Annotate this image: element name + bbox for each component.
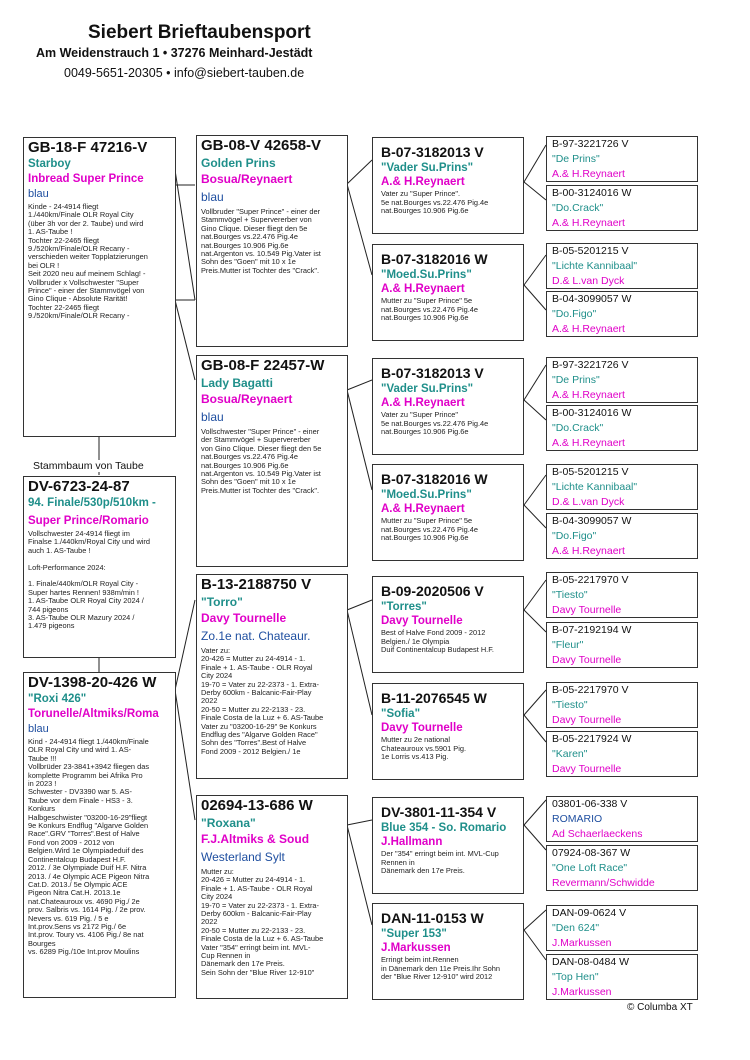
ring-number: GB-08-V 42658-V — [201, 137, 322, 154]
pigeon-color: blau — [201, 410, 224, 424]
great-grandparent-card — [546, 136, 698, 182]
subject-pigeon-card — [23, 137, 176, 437]
grandparent-card — [372, 576, 524, 673]
pigeon-notes: Vollbruder "Super Prince" - einer der Stammvögel + Supervererber von Gino Clique. Dieser fliegt den 5e nat.Bourges vs.22.476 Pig.4e nat.Bourges 10.906 Pig.6e nat.Argenton vs. 10.549 Pig.Vater ist Sohn des "Goen" mit 10 x 1e Preis.Mutter ist Tochter des "Crack". — [201, 207, 321, 275]
copyright-footer: © Columba XT — [627, 1002, 693, 1013]
ring-number: B-07-3182013 V — [381, 144, 484, 160]
ring-number: B-00-3124016 W — [552, 187, 632, 199]
pigeon-breeder: F.J.Altmiks & Soud — [201, 832, 310, 846]
ring-number: GB-18-F 47216-V — [28, 139, 148, 156]
pigeon-name: "Tiesto" — [552, 699, 588, 711]
ring-number: B-07-2192194 W — [552, 624, 632, 636]
pigeon-notes: Kinde - 24-4914 fliegt 1./440km/Finale OLR Royal City (über 3h vor der 2. Taube) und wird 1. AS-Taube ! Tochter 22-2465 fliegt 9./520km/Finale/OLR Recany - verschieden weiter Topplatzierungen bei OLR ! Seit 2020 neu auf meinem Schlag! - Vollbruder x Vollschwester "Super Prince" - einer der Stammvögel von Gino Clique - Absolute Rarität! Tochter 22-2465 fliegt 9./520km/Finale/OLR Recany - — [28, 202, 148, 321]
pigeon-notes: Best of Halve Fond 2009 - 2012 Belgien./ 1e Olympia Duif Continentalcup Budapest H.F. — [381, 628, 494, 655]
pigeon-name: "Vader Su.Prins" — [381, 162, 474, 174]
ring-number: B-97-3221726 V — [552, 138, 629, 150]
pigeon-breeder: Davy Tournelle — [201, 611, 287, 625]
address: Am Weidenstrauch 1 • 37276 Meinhard-Jestädt — [36, 46, 313, 60]
ring-number: B-05-2217970 V — [552, 574, 629, 586]
grandparent-card — [372, 903, 524, 1000]
ring-number: B-97-3221726 V — [552, 359, 629, 371]
pigeon-notes: Kind - 24-4914 fliegt 1./440km/Finale OLR Royal City und wird 1. AS- Taube !!! Vollbrüder 23-3841+3942 fliegen das komplette Programm bei Afrika Pro in 2023 ! Schwester - DV3390 war 5. AS- Taube vor dem Finale - HS3 - 3. Konkurs Halbgeschwister "03200-16-29"fliegt 9e Konkurs Endflug "Algarve Golden Race".GRV "Torres".Best of Halve Fond von 2009 - 2012 von Belgien.Wird 1e Olympiadeduif des Continentalcup Budapest H.F. 2012. / 3e Olympiade Duif H.F. Nitra 2013. / 4e Olympic ACE Pigeon Nitra Cat.D. 2013./ 5e Olympic ACE Pigeon Nitra Cat.H. 2013.1e nat.Chateauroux vs. 4690 Pig./ 2e prov. Salbris vs. 1614 Pig. / 2e prov. Nevers vs. 619 Pig. / 5 e Int.prov.Sens vs 2172 Pig./ 6e Int.prov. Toury vs. 4106 Pig./ 8e nat Bourges vs. 6289 Pig./10e Int.prov Moulins — [28, 737, 150, 957]
sire-card — [196, 135, 348, 347]
grandparent-card — [372, 244, 524, 341]
ring-number: DV-3801-11-354 V — [381, 804, 497, 820]
pigeon-color: blau — [201, 190, 224, 204]
great-grandparent-card — [546, 357, 698, 403]
ring-number: B-05-2217970 V — [552, 684, 629, 696]
pigeon-breeder: D.& L.van Dyck — [552, 496, 625, 508]
pigeon-breeder: Bosua/Reynaert — [201, 172, 293, 186]
pigeon-name: "De Prins" — [552, 374, 600, 386]
pigeon-name: "Lichte Kannibaal" — [552, 260, 638, 272]
ring-number: B-00-3124016 W — [552, 407, 632, 419]
ring-number: DAN-08-0484 W — [552, 956, 630, 968]
pigeon-breeder: Ad Schaerlaeckens — [552, 828, 643, 840]
pigeon-name: "Do.Crack" — [552, 422, 604, 434]
pigeon-breeder: A.& H.Reynaert — [552, 389, 625, 401]
pigeon-breeder: J.Markussen — [552, 986, 612, 998]
pigeon-name: "Super 153" — [381, 928, 447, 940]
pigeon-name: "Roxana" — [201, 816, 256, 830]
pigeon-name: "Do.Figo" — [552, 530, 597, 542]
grandparent-card — [372, 464, 524, 561]
grandparent-card — [372, 797, 524, 894]
pigeon-notes: Mutter zu 2e national Chateauroux vs.5901 Pig. 1e Lorris vs.413 Pig. — [381, 735, 467, 762]
great-grandparent-card — [546, 682, 698, 728]
great-grandparent-card — [546, 622, 698, 668]
great-grandparent-card — [546, 796, 698, 842]
pigeon-breeder: A.& H.Reynaert — [381, 397, 465, 409]
pigeon-name: "Fleur" — [552, 639, 584, 651]
pigeon-breeder: A.& H.Reynaert — [552, 217, 625, 229]
pigeon-breeder: Bosua/Reynaert — [201, 392, 293, 406]
pigeon-notes: Erringt beim int.Rennen in Dänemark den 11e Preis.Ihr Sohn der "Blue River 12-910" wird 2012 — [381, 955, 501, 982]
great-grandparent-card — [546, 905, 698, 951]
page-title: Siebert Brieftaubensport — [88, 22, 311, 43]
pigeon-breeder: A.& H.Reynaert — [381, 176, 465, 188]
pigeon-name: "Sofia" — [381, 708, 421, 720]
grandparent-card — [372, 683, 524, 780]
grandparent-card — [372, 137, 524, 234]
pigeon-name: "Moed.Su.Prins" — [381, 489, 472, 501]
ring-number: 03801-06-338 V — [552, 798, 628, 810]
pigeon-name: "Karen" — [552, 748, 588, 760]
pigeon-breeder: D.& L.van Dyck — [552, 275, 625, 287]
pigeon-name: "Do.Crack" — [552, 202, 604, 214]
pigeon-name: ROMARIO — [552, 813, 603, 825]
ring-number: B-04-3099057 W — [552, 515, 632, 527]
ring-number: GB-08-F 22457-W — [201, 357, 325, 374]
pigeon-name: "Vader Su.Prins" — [381, 383, 474, 395]
pigeon-name: "Den 624" — [552, 922, 600, 934]
pigeon-notes: Mutter zu: 20-426 = Mutter zu 24-4914 - 1. Finale + 1. AS-Taube - OLR Royal City 2024 19-70 = Vater zu 22-2373 - 1. Extra- Derby 600km - Balcanic-Fair-Play 2022 20-50 = Mutter zu 22-2133 - 23. Finale Costa de la Luz + 6. AS-Taube Vater "354" erringt beim int. MVL- Cup Rennen in Dänemark den 17e Preis. Sein Sohn der "Blue River 12-910" — [201, 867, 324, 977]
contact-line: 0049-5651-20305 • info@siebert-tauben.de — [64, 66, 305, 80]
great-grandparent-card — [546, 731, 698, 777]
pigeon-breeder: Davy Tournelle — [552, 714, 622, 726]
pigeon-breeder: A.& H.Reynaert — [552, 323, 625, 335]
pigeon-breeder: Revermann/Schwidde — [552, 877, 655, 889]
ring-number: B-05-5201215 V — [552, 245, 629, 257]
pigeon-name: Lady Bagatti — [201, 376, 274, 390]
pigeon-name: Starboy — [28, 158, 71, 170]
sibling-card — [23, 672, 176, 998]
ring-number: 02694-13-686 W — [201, 797, 313, 814]
great-grandparent-card — [546, 845, 698, 891]
pigeon-name: "Tiesto" — [552, 589, 588, 601]
pigeon-breeder: Inbread Super Prince — [28, 173, 144, 185]
great-grandparent-card — [546, 572, 698, 618]
pigeon-notes: Vollschwester 24-4914 fliegt im Finalse 1./440km/Royal City und wird auch 1. AS-Taube ! Loft-Performance 2024: 1. Finale/440km/OLR Royal City - Super hartes Rennen! 938m/min ! 1. AS-Taube OLR Royal City 2024 / 744 pigeons 3. AS-Taube OLR Mazury 2024 / 1.479 pigeons — [28, 529, 150, 631]
pigeon-name: "Do.Figo" — [552, 308, 597, 320]
pigeon-color: blau — [28, 723, 49, 735]
pigeon-breeder: Super Prince/Romario — [28, 515, 149, 527]
sire2-card — [196, 574, 348, 779]
ring-number: B-07-3182016 W — [381, 471, 488, 487]
sibling-card — [23, 476, 176, 658]
pigeon-name: "Torro" — [201, 595, 243, 609]
pigeon-name: "De Prins" — [552, 153, 600, 165]
great-grandparent-card — [546, 464, 698, 510]
pigeon-breeder: A.& H.Reynaert — [552, 168, 625, 180]
pigeon-name: "Torres" — [381, 601, 427, 613]
great-grandparent-card — [546, 954, 698, 1000]
ring-number: B-09-2020506 V — [381, 583, 484, 599]
ring-number: B-07-3182016 W — [381, 251, 488, 267]
pigeon-breeder: Davy Tournelle — [552, 654, 622, 666]
pigeon-breeder: J.Hallmann — [381, 836, 443, 848]
ring-number: 07924-08-367 W — [552, 847, 631, 859]
pedigree-caption: Stammbaum von Taube — [30, 460, 147, 472]
pigeon-notes: Der "354" erringt beim int. MVL-Cup Rennen in Dänemark den 17e Preis. — [381, 849, 499, 876]
dam2-card — [196, 795, 348, 999]
pigeon-breeder: Torunelle/Altmiks/Roma — [28, 708, 159, 720]
pigeon-notes: Vollschwester "Super Prince" - einer der Stammvögel + Supervererber von Gino Clique. Dieser fliegt den 5e nat.Bourges vs.22.476 Pig.4e nat.Bourges 10.906 Pig.6e nat.Argenton vs. 10.549 Pig.Vater ist Sohn des "Goen" mit 10 x 1e Preis.Mutter ist Tochter des "Crack". — [201, 427, 322, 495]
pigeon-notes: Mutter zu "Super Prince" 5e nat.Bourges vs.22.476 Pig.4e nat.Bourges 10.906 Pig.6e — [381, 296, 478, 323]
ring-number: B-13-2188750 V — [201, 576, 312, 593]
pigeon-breeder: Davy Tournelle — [381, 615, 463, 627]
pigeon-breeder: Davy Tournelle — [552, 604, 622, 616]
great-grandparent-card — [546, 243, 698, 289]
pigeon-notes: Vater zu: 20-426 = Mutter zu 24-4914 - 1. Finale + 1. AS-Taube - OLR Royal City 2024 19-70 = Vater zu 22-2373 - 1. Extra- Derby 600km - Balcanic-Fair-Play 2022 20-50 = Mutter zu 22-2133 - 23. Finale Costa de la Luz + 6. AS-Taube Vater zu "03200-16-29" 9e Konkurs Endflug des "Algarve Golden Race" Sohn des "Torres".Best of Halve Fond 2009 - 2012 Belgien./ 1e — [201, 646, 324, 756]
pigeon-notes: Vater zu "Super Prince". 5e nat.Bourges vs.22.476 Pig.4e nat.Bourges 10.906 Pig.6e — [381, 189, 489, 216]
pigeon-breeder: A.& H.Reynaert — [552, 437, 625, 449]
pigeon-breeder: Davy Tournelle — [381, 722, 463, 734]
ring-number: B-11-2076545 W — [381, 690, 487, 706]
pigeon-breeder: J.Markussen — [381, 942, 451, 954]
grandparent-card — [372, 358, 524, 455]
great-grandparent-card — [546, 185, 698, 231]
pigeon-name: "Moed.Su.Prins" — [381, 269, 472, 281]
pigeon-name: "Lichte Kannibaal" — [552, 481, 638, 493]
ring-number: B-05-2217924 W — [552, 733, 632, 745]
pigeon-name: "Roxi 426" — [28, 693, 87, 705]
ring-number: B-07-3182013 V — [381, 365, 484, 381]
pigeon-color: Zo.1e nat. Chateaur. — [201, 629, 311, 643]
pigeon-breeder: J.Markussen — [552, 937, 612, 949]
pigeon-breeder: A.& H.Reynaert — [381, 283, 465, 295]
ring-number: DV-6723-24-87 — [28, 478, 130, 495]
pigeon-name: "One Loft Race" — [552, 862, 628, 874]
pigeon-name: Golden Prins — [201, 156, 276, 170]
great-grandparent-card — [546, 291, 698, 337]
ring-number: DV-1398-20-426 W — [28, 674, 157, 691]
ring-number: B-04-3099057 W — [552, 293, 632, 305]
pigeon-color: Westerland Sylt — [201, 850, 285, 864]
pigeon-name: 94. Finale/530p/510km - — [28, 497, 156, 509]
great-grandparent-card — [546, 513, 698, 559]
pigeon-color: blau — [28, 188, 49, 200]
dam-card — [196, 355, 348, 567]
pigeon-breeder: A.& H.Reynaert — [381, 503, 465, 515]
great-grandparent-card — [546, 405, 698, 451]
pigeon-breeder: A.& H.Reynaert — [552, 545, 625, 557]
ring-number: DAN-09-0624 V — [552, 907, 627, 919]
pigeon-name: Blue 354 - So. Romario — [381, 822, 507, 834]
pigeon-notes: Mutter zu "Super Prince" 5e nat.Bourges vs.22.476 Pig.4e nat.Bourges 10.906 Pig.6e — [381, 516, 478, 543]
pigeon-breeder: Davy Tournelle — [552, 763, 622, 775]
pigeon-notes: Vater zu "Super Prince" 5e nat.Bourges vs.22.476 Pig.4e nat.Bourges 10.906 Pig.6e — [381, 410, 489, 437]
pigeon-name: "Top Hen" — [552, 971, 599, 983]
ring-number: B-05-5201215 V — [552, 466, 629, 478]
ring-number: DAN-11-0153 W — [381, 910, 484, 926]
